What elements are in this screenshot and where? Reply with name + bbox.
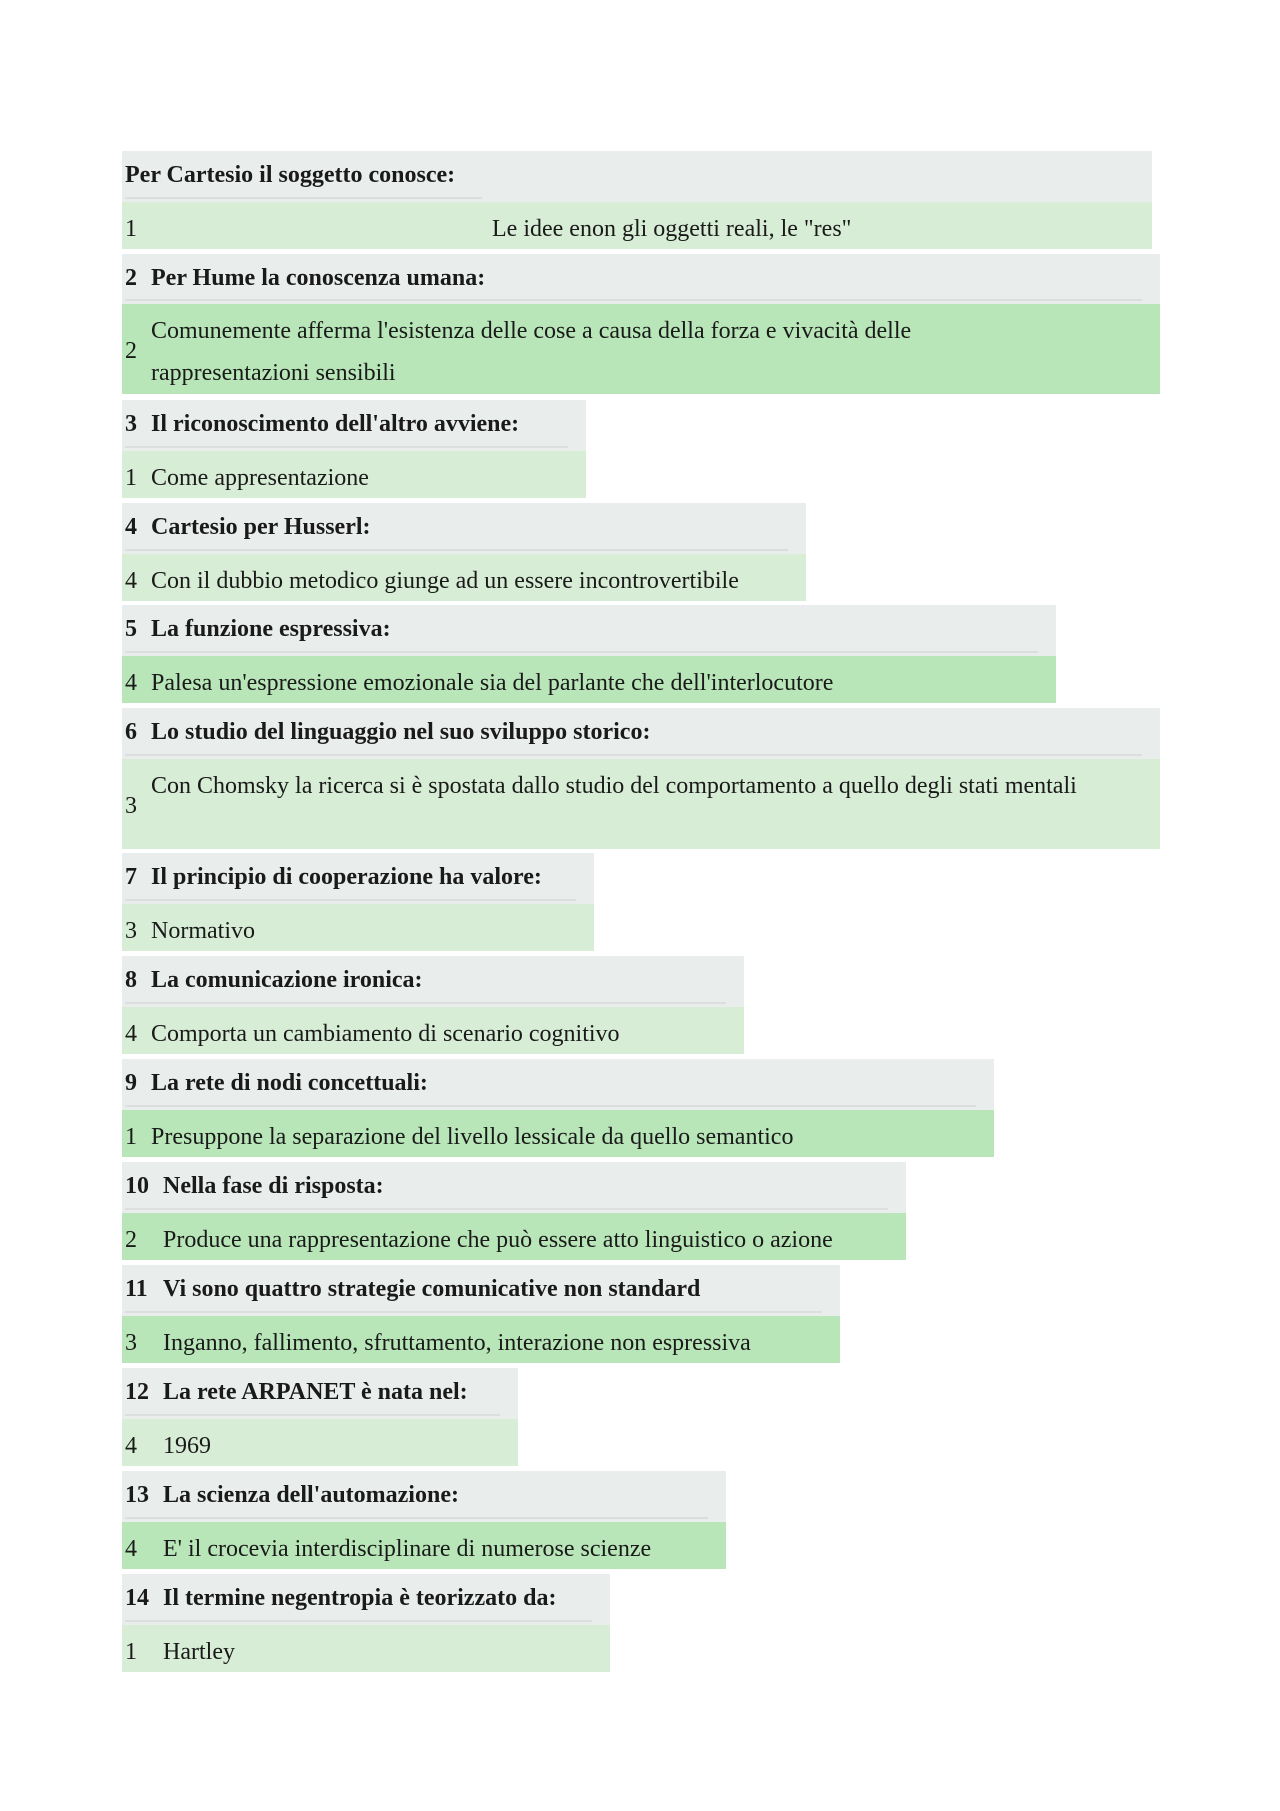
answer-text: Con Chomsky la ricerca si è spostata dallo studio del comportamento a quello degli stati mentali — [151, 773, 1077, 799]
question-number: 14 — [125, 1585, 149, 1611]
answer-number: 3 — [125, 918, 137, 944]
qa-item-5 — [122, 605, 1056, 703]
question-number: 6 — [125, 719, 137, 745]
qa-item-10 — [122, 1162, 906, 1260]
divider — [125, 1002, 726, 1004]
question-text: La comunicazione ironica: — [151, 967, 423, 993]
answer-row — [122, 759, 1160, 849]
question-number: 13 — [125, 1482, 149, 1508]
question-text: Lo studio del linguaggio nel suo sviluppo storico: — [151, 719, 651, 745]
divider — [125, 899, 576, 901]
question-number: 11 — [125, 1276, 148, 1302]
question-number: 7 — [125, 864, 137, 890]
answer-row — [122, 1110, 994, 1157]
answer-number: 1 — [125, 1639, 137, 1665]
answer-text: E' il crocevia interdisciplinare di numerose scienze — [163, 1536, 652, 1562]
answer-text: Comunemente afferma l'esistenza delle cose a causa della forza e vivacità delle rappresentazioni sensibili — [151, 318, 912, 386]
question-row — [122, 1574, 610, 1625]
divider — [125, 1517, 708, 1519]
question-row — [122, 400, 586, 451]
question-text: La scienza dell'automazione: — [163, 1482, 459, 1508]
question-row — [122, 605, 1056, 656]
question-text: Cartesio per Husserl: — [151, 514, 371, 540]
answer-number: 4 — [125, 1433, 137, 1459]
divider — [125, 446, 568, 448]
qa-item-14 — [122, 1574, 610, 1672]
answer-number: 1 — [125, 1124, 137, 1150]
question-row — [122, 254, 1160, 304]
divider — [125, 197, 482, 199]
divider — [125, 651, 1038, 653]
answer-text: Con il dubbio metodico giunge ad un essere incontrovertibile — [151, 568, 739, 594]
answer-text: Le idee enon gli oggetti reali, le "res" — [492, 216, 852, 242]
answer-row — [122, 304, 1160, 394]
answer-number: 3 — [125, 793, 137, 819]
question-text: La rete ARPANET è nata nel: — [163, 1379, 468, 1405]
answer-row — [122, 1213, 906, 1260]
answer-text: Palesa un'espressione emozionale sia del parlante che dell'interlocutore — [151, 670, 834, 696]
question-row — [122, 853, 594, 904]
divider — [125, 1311, 822, 1313]
divider — [125, 299, 1142, 301]
answer-number: 2 — [125, 1227, 137, 1253]
divider — [125, 1105, 976, 1107]
divider — [125, 549, 788, 551]
answer-text: Inganno, fallimento, sfruttamento, interazione non espressiva — [163, 1330, 751, 1356]
question-text: Il termine negentropia è teorizzato da: — [163, 1585, 557, 1611]
question-text: Il principio di cooperazione ha valore: — [151, 864, 542, 890]
answer-row — [122, 904, 594, 951]
divider — [125, 1620, 592, 1622]
answer-row — [122, 1625, 610, 1672]
question-row — [122, 151, 1152, 202]
question-row — [122, 708, 1160, 759]
question-row — [122, 1162, 906, 1213]
qa-item-12 — [122, 1368, 518, 1466]
answer-text: Comporta un cambiamento di scenario cognitivo — [151, 1021, 620, 1047]
answer-row — [122, 1522, 726, 1569]
question-number: 8 — [125, 967, 137, 993]
question-number: 9 — [125, 1070, 137, 1096]
qa-item-7 — [122, 853, 594, 951]
question-text: Il riconoscimento dell'altro avviene: — [151, 411, 520, 437]
divider — [125, 1208, 888, 1210]
divider — [125, 754, 1142, 756]
question-number: 10 — [125, 1173, 149, 1199]
answer-text: Presuppone la separazione del livello lessicale da quello semantico — [151, 1124, 794, 1150]
answer-row — [122, 202, 1152, 249]
answer-row — [122, 1419, 518, 1466]
answer-row — [122, 1007, 744, 1054]
answer-text: Normativo — [151, 918, 255, 944]
answer-text: Produce una rappresentazione che può essere atto linguistico o azione — [163, 1227, 833, 1253]
qa-item-3 — [122, 400, 586, 498]
qa-item-8 — [122, 956, 744, 1054]
question-number: 4 — [125, 514, 137, 540]
answer-number: 4 — [125, 568, 137, 594]
question-row — [122, 1368, 518, 1419]
question-row — [122, 1265, 840, 1316]
qa-item-2 — [122, 254, 1160, 394]
answer-number: 4 — [125, 1536, 137, 1562]
question-number: 3 — [125, 411, 137, 437]
answer-number: 4 — [125, 670, 137, 696]
answer-row — [122, 451, 586, 498]
qa-item-13 — [122, 1471, 726, 1569]
qa-item-4 — [122, 503, 806, 601]
question-text: La rete di nodi concettuali: — [151, 1070, 428, 1096]
qa-item-6 — [122, 708, 1160, 849]
answer-row — [122, 656, 1056, 703]
qa-item-11 — [122, 1265, 840, 1363]
question-number: 12 — [125, 1379, 149, 1405]
answer-number: 1 — [125, 465, 137, 491]
answer-number: 2 — [125, 338, 137, 364]
question-text: Nella fase di risposta: — [163, 1173, 384, 1199]
question-row — [122, 1059, 994, 1110]
question-row — [122, 503, 806, 554]
answer-number: 1 — [125, 216, 137, 242]
divider — [125, 1414, 500, 1416]
question-number: 5 — [125, 616, 137, 642]
question-text: Per Hume la conoscenza umana: — [151, 265, 486, 291]
question-row — [122, 1471, 726, 1522]
answer-number: 4 — [125, 1021, 137, 1047]
answer-row — [122, 554, 806, 601]
question-row — [122, 956, 744, 1007]
question-number: 2 — [125, 265, 137, 291]
question-text: Vi sono quattro strategie comunicative non standard — [163, 1276, 701, 1302]
answer-text: Come appresentazione — [151, 465, 369, 491]
answer-text: Hartley — [163, 1639, 235, 1665]
question-text: Per Cartesio il soggetto conosce: — [125, 162, 456, 188]
question-text: La funzione espressiva: — [151, 616, 391, 642]
answer-row — [122, 1316, 840, 1363]
qa-item-1 — [122, 151, 1152, 249]
qa-item-9 — [122, 1059, 994, 1157]
answer-number: 3 — [125, 1330, 137, 1356]
answer-text: 1969 — [163, 1433, 211, 1459]
